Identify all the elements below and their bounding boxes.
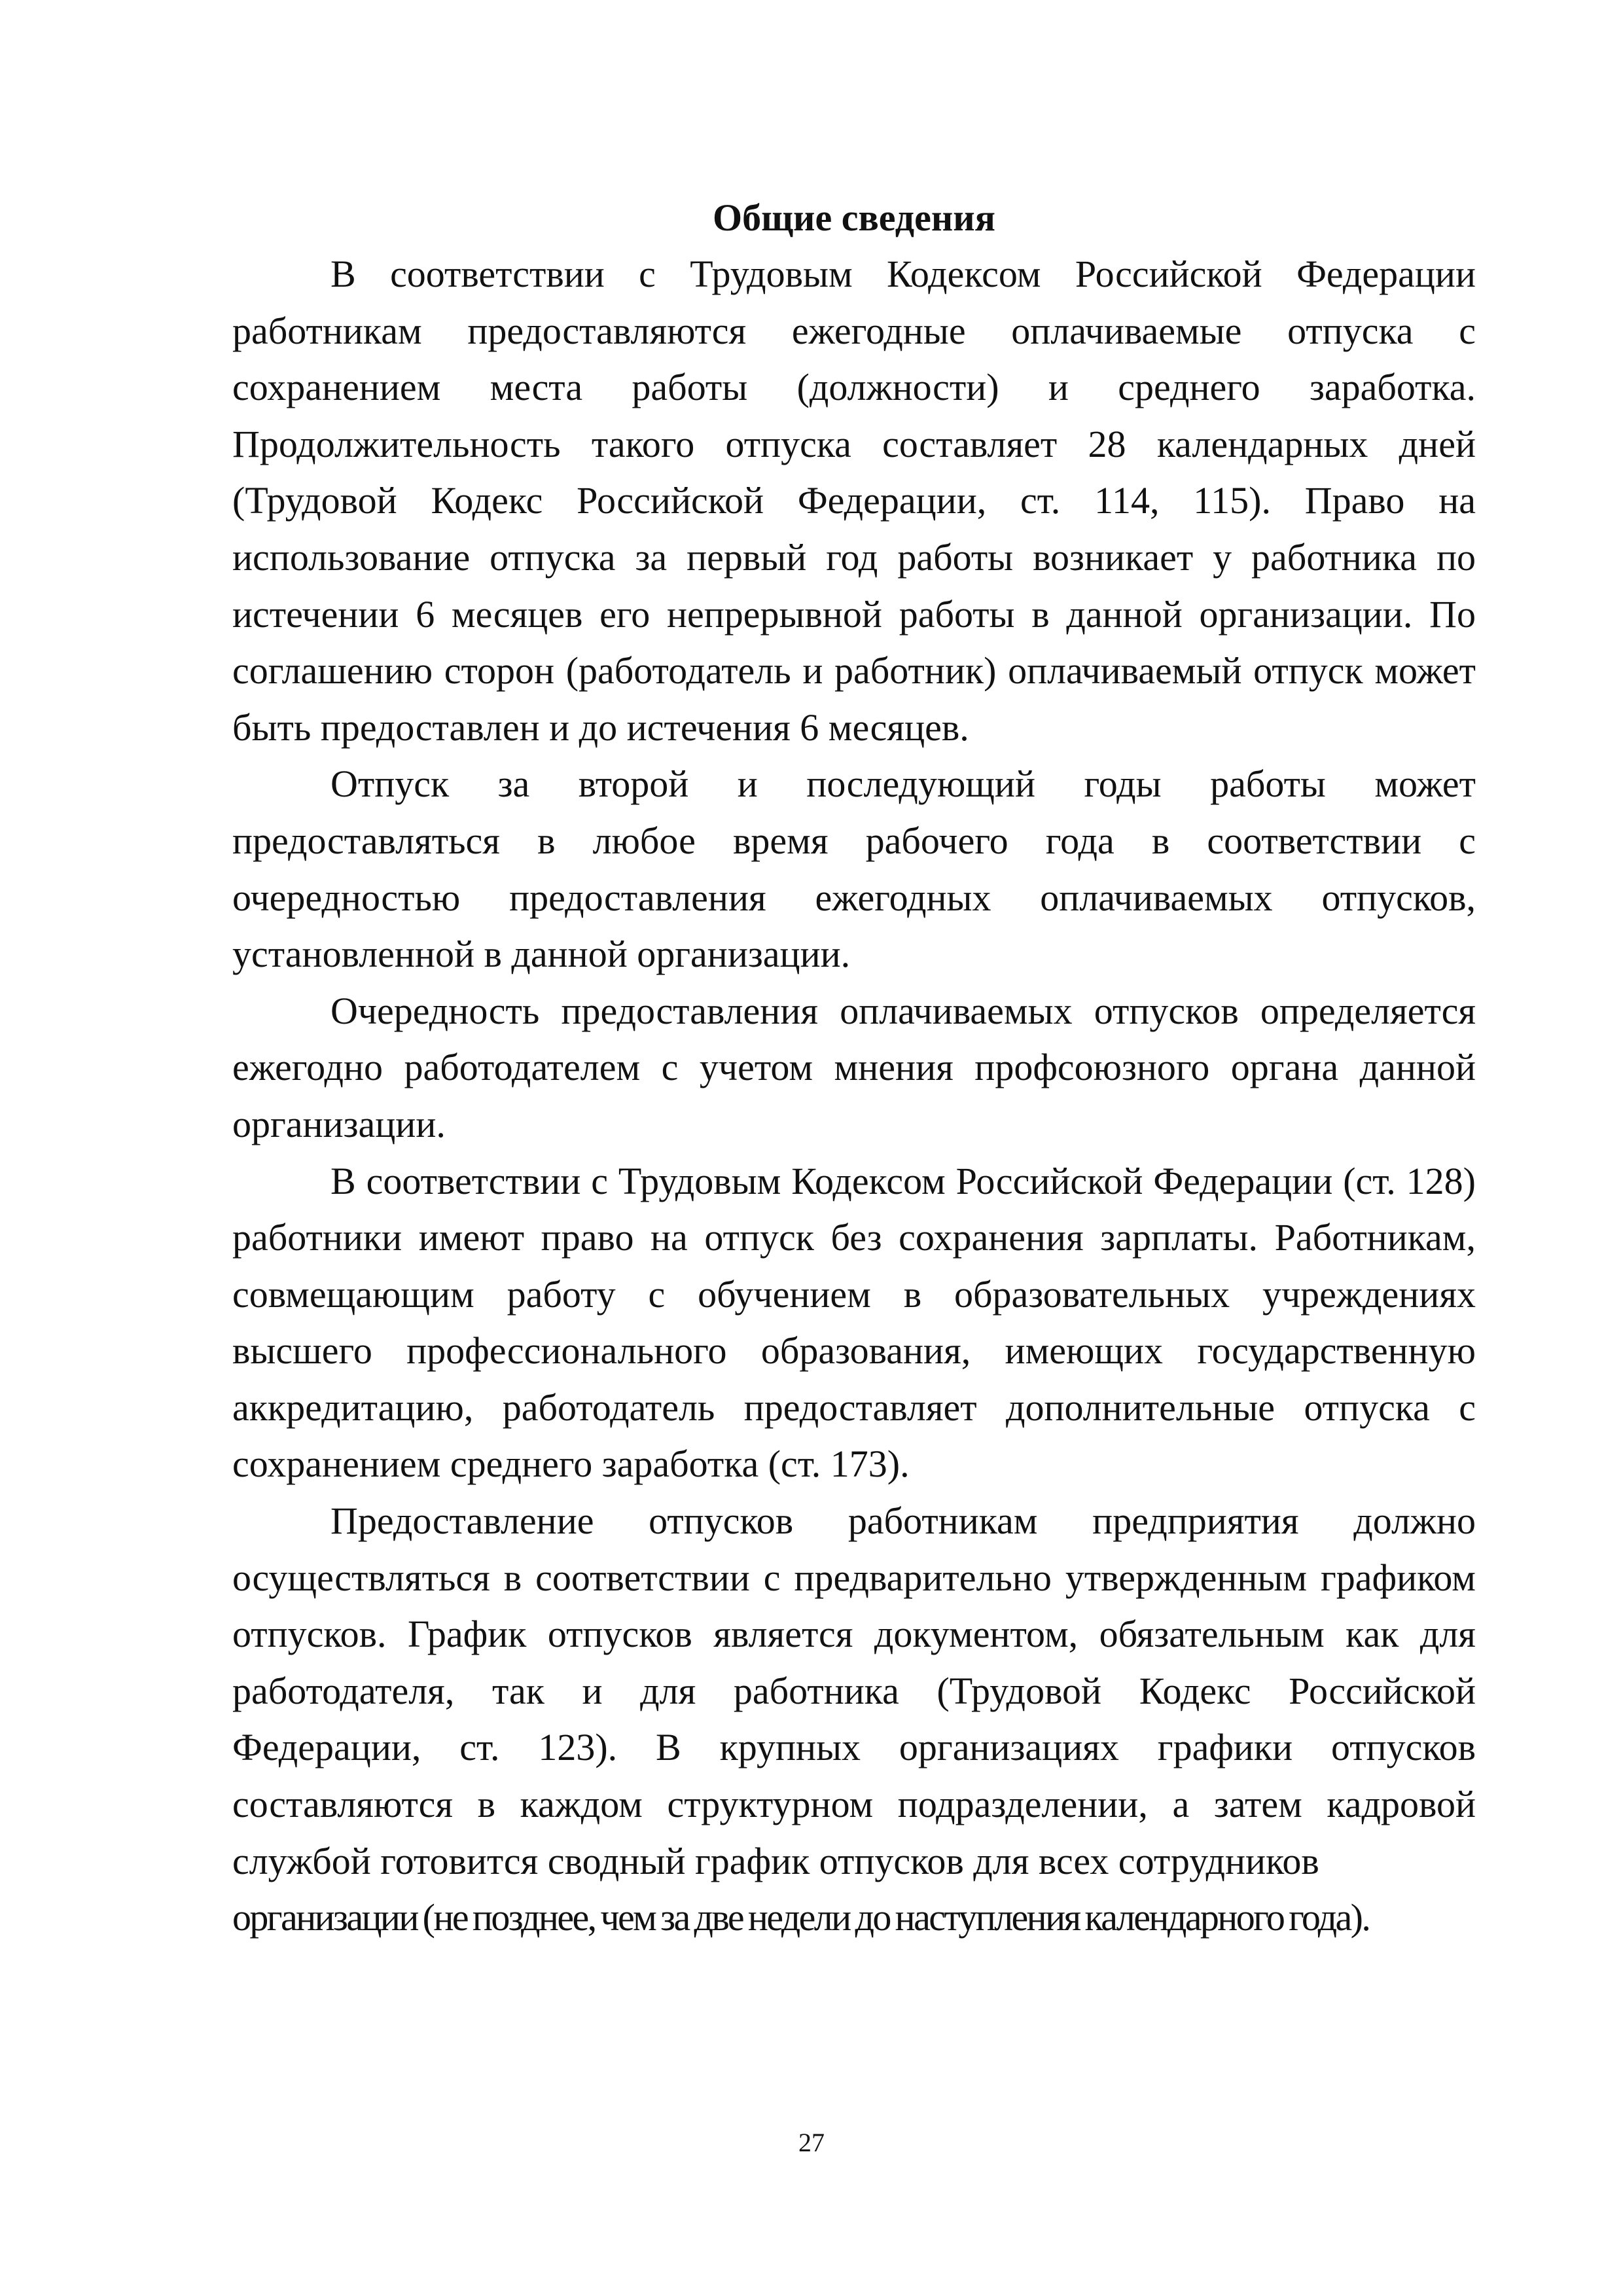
paragraph: В соответствии с Трудовым Кодексом Российской Федерации работникам предоставляются ежегодные оплачиваемые отпуска с сохранением места работы (должности) и среднего заработка. Продолжительность такого отпуска составляет 28 календарных дней (Трудовой Кодекс Российской Федерации, ст. 114, 115). Право на использование отпуска за первый год работы возникает у работника по истечении 6 месяцев его непрерывной работы в данной организации. По соглашению сторон (работодатель и работник) оплачиваемый отпуск может быть предоставлен и до истечения 6 месяцев. (232, 253, 1476, 749)
paragraph: Отпуск за второй и последующий годы работы может предоставляться в любое время рабочего года в соответствии с очередностью предоставления ежегодных оплачиваемых отпусков, установленной в данной организации. (232, 762, 1476, 976)
section-heading: Общие сведения (712, 196, 996, 239)
paragraph: Предоставление отпусков работникам предприятия должно осуществляться в соответствии с предварительно утвержденным графиком отпусков. График отпусков является документом, обязательным как для работодателя, так и для работника (Трудовой Кодекс Российской Федерации, ст. 123). В крупных организациях графики отпусков составляются в каждом структурном подразделении, а затем кадровой службой готовится сводный график отпусков для всех сотрудников (232, 1499, 1476, 1882)
page-number: 27 (798, 2128, 825, 2157)
paragraph-final-line: организации (не позднее, чем за две недели до наступления календарного года). (232, 1896, 1370, 1939)
body-text (232, 190, 1476, 1946)
paragraph: Очередность предоставления оплачиваемых отпусков определяется ежегодно работодателем с учетом мнения профсоюзного органа данной организации. (232, 989, 1476, 1145)
paragraph: В соответствии с Трудовым Кодексом Российской Федерации (ст. 128) работники имеют право на отпуск без сохранения зарплаты. Работникам, совмещающим работу с обучением в образовательных учреждениях высшего профессионального образования, имеющих государственную аккредитацию, работодатель предоставляет дополнительные отпуска с сохранением среднего заработка (ст. 173). (232, 1159, 1476, 1486)
